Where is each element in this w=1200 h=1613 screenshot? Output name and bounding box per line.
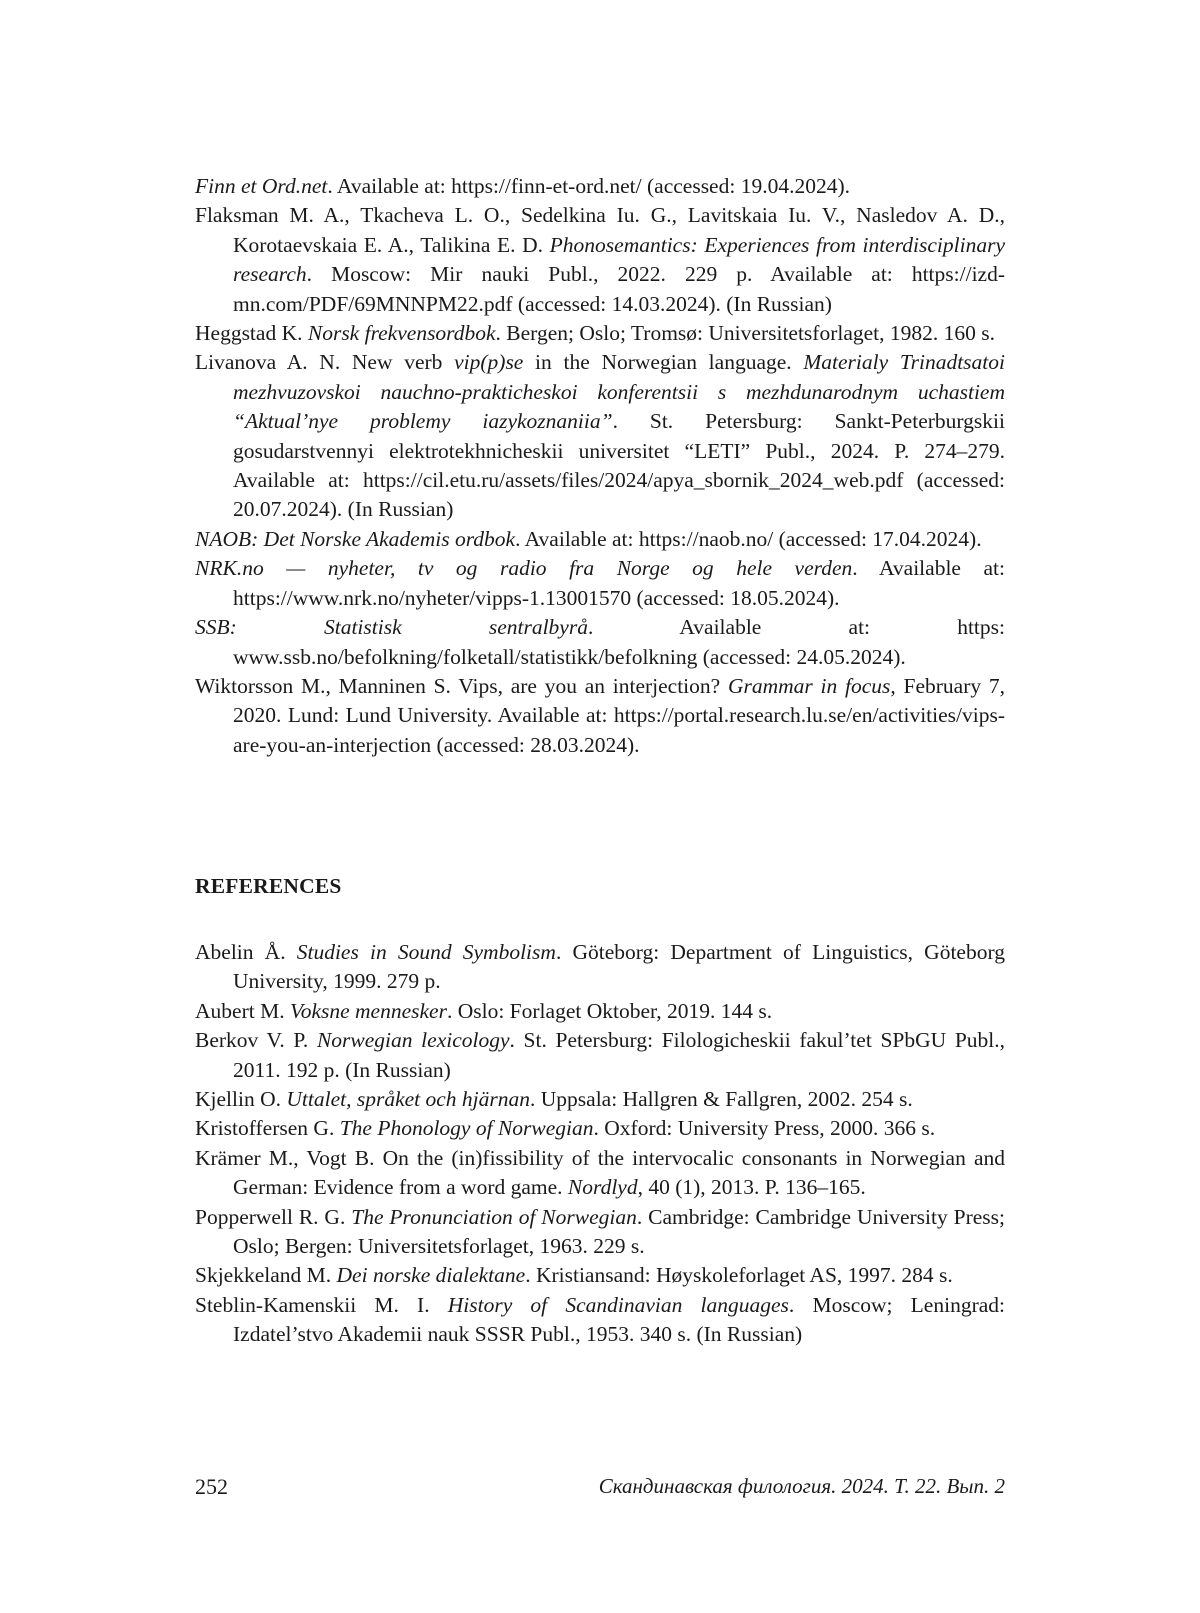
source-entry: SSB: Statistisk sentralbyrå. Available at: https: www.ssb.no/befolkning/folketall/statistikk/befolkning (accessed: 24.05.2024).	[195, 615, 1005, 669]
source-entry: Flaksman M. A., Tkacheva L. O., Sedelkina Iu. G., Lavitskaia Iu. V., Nasledov A. D., Korotaevskaia E. A., Talikina E. D. Phonosemantics: Experiences from interdisciplinary research. Moscow: Mir nauki Publ., 2022. 229 p. Available at: https://izd-mn.com/PDF/69MNNPM22.pdf (accessed: 14.03.2024). (In Russian)	[195, 203, 1005, 316]
reference-entry: Aubert M. Voksne mennesker. Oslo: Forlaget Oktober, 2019. 144 s.	[195, 998, 773, 1023]
reference-entry: Popperwell R. G. The Pronunciation of Norwegian. Cambridge: Cambridge University Press; Oslo; Bergen: Universitetsforlaget, 1963. 229 s.	[195, 1204, 1006, 1259]
reference-entry: Abelin Å. Studies in Sound Symbolism. Göteborg: Department of Linguistics, Göteborg University, 1999. 279 p.	[195, 940, 1005, 994]
reference-entry: Steblin-Kamenskii M. I. History of Scandinavian languages. Moscow; Leningrad: Izdatel’stvo Akademii nauk SSSR Publ., 1953. 340 s. (In Russian)	[195, 1292, 1005, 1347]
source-entry: Finn et Ord.net. Available at: https://finn-et-ord.net/ (accessed: 19.04.2024).	[195, 174, 850, 198]
source-entry: Heggstad K. Norsk frekvensordbok. Bergen; Oslo; Tromsø: Universitetsforlaget, 1982. 160 s.	[195, 321, 996, 346]
source-entry: NRK.no — nyheter, tv og radio fra Norge og hele verden. Available at: https://www.nrk.no/nyheter/vipps-1.13001570 (accessed: 18.05.2024).	[195, 556, 1005, 610]
source-entry: Livanova A. N. New verb vip(p)se in the Norwegian language. Materialy Trinadtsatoi mezhvuzovskoi nauchno-prakticheskoi konferentsii s mezhdunarodnym uchastiem “Aktual’nye problemy iazykoznaniia”. St. Petersburg: Sankt-Peterburgskii gosudarstvennyi elektrotekhnicheskii universitet “LETI” Publ., 2024. P. 274–279. Available at: https://cil.etu.ru/assets/files/2024/apya_sbornik_2024_web.pdf (accessed: 20.07.2024). (In Russian)	[195, 350, 1005, 522]
references-heading: REFERENCES	[195, 874, 342, 898]
reference-entry: Skjekkeland M. Dei norske dialektane. Kristiansand: Høyskoleforlaget AS, 1997. 284 s.	[195, 1263, 953, 1288]
reference-entry: Krämer M., Vogt B. On the (in)fissibility of the intervocalic consonants in Norwegian and German: Evidence from a word game. Nordlyd, 40 (1), 2013. P. 136–165.	[195, 1145, 1005, 1200]
reference-entry: Berkov V. P. Norwegian lexicology. St. Petersburg: Filologicheskii fakul’tet SPbGU Publ., 2011. 192 p. (In Russian)	[195, 1028, 1005, 1082]
reference-entry: Kristoffersen G. The Phonology of Norwegian. Oxford: University Press, 2000. 366 s.	[195, 1116, 936, 1141]
references-list	[195, 938, 1005, 1350]
page-number: 252	[195, 1474, 228, 1499]
reference-entry: Kjellin O. Uttalet, språket och hjärnan. Uppsala: Hallgren & Fallgren, 2002. 254 s.	[195, 1087, 913, 1112]
running-title: Скандинавская филология. 2024. Т. 22. Вып. 2	[598, 1474, 1005, 1498]
source-entry: Wiktorsson M., Manninen S. Vips, are you an interjection? Grammar in focus, February 7, 2020. Lund: Lund University. Available at: https://portal.research.lu.se/en/activities/vips-are-you-an-interjection (accessed: 28.03.2024).	[195, 673, 1005, 757]
source-entry: NAOB: Det Norske Akademis ordbok. Available at: https://naob.no/ (accessed: 17.04.2024).	[195, 526, 982, 551]
sources-list	[195, 172, 1005, 760]
